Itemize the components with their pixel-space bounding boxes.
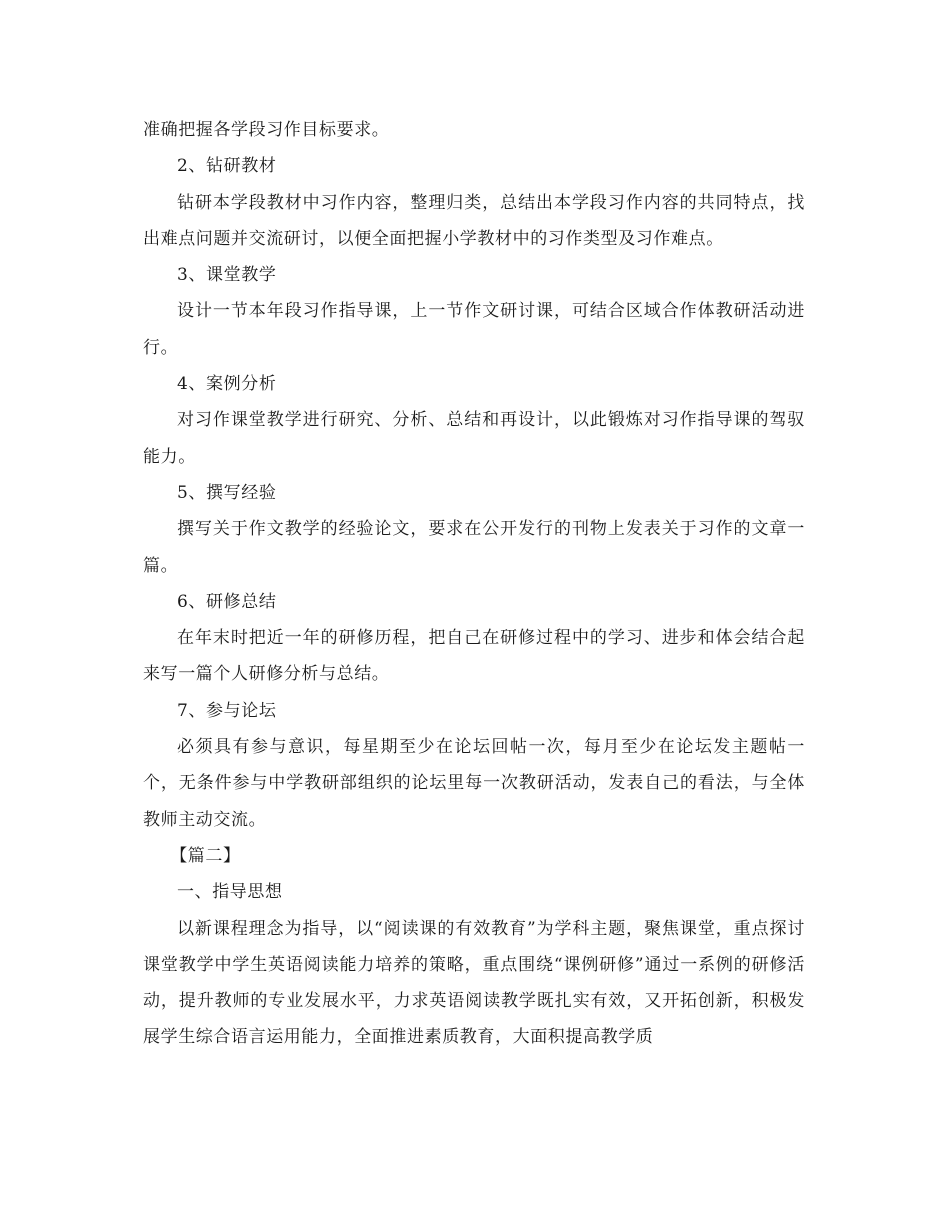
paragraph-study-textbook: 钻研本学段教材中习作内容，整理归类，总结出本学段习作内容的共同特点，找出难点问题并交流研讨，以便全面把握小学教材中的习作类型及习作难点。	[143, 192, 805, 249]
paragraph-forum-participation: 必须具有参与意识，每星期至少在论坛回帖一次，每月至少在论坛发主题帖一个，无条件参与中学教研部组织的论坛里每一次教研活动，发表自己的看法，与全体教师主动交流。	[143, 737, 805, 830]
paragraph-training-summary: 在年末时把近一年的研修历程，把自己在研修过程中的学习、进步和体会结合起来写一篇个人研修分析与总结。	[143, 628, 805, 685]
paragraph-case-analysis: 对习作课堂教学进行研究、分析、总结和再设计，以此锻炼对习作指导课的驾驭能力。	[143, 410, 805, 467]
heading-guiding-ideology: 一、指导思想	[177, 882, 283, 903]
section-title-part-two: 【篇二】	[170, 845, 241, 866]
heading-study-textbook: 2、钻研教材	[177, 156, 277, 177]
document-body	[143, 112, 805, 1056]
heading-training-summary: 6、研修总结	[177, 591, 277, 612]
heading-write-experience: 5、撰写经验	[177, 482, 277, 503]
heading-case-analysis: 4、案例分析	[177, 374, 277, 395]
paragraph-continuation: 准确把握各学段习作目标要求。	[143, 120, 390, 140]
paragraph-write-experience: 撰写关于作文教学的经验论文，要求在公开发行的刊物上发表关于习作的文章一篇。	[143, 519, 805, 576]
paragraph-classroom-teaching: 设计一节本年段习作指导课，上一节作文研讨课，可结合区域合作体教研活动进行。	[143, 301, 805, 358]
heading-classroom-teaching: 3、课堂教学	[177, 265, 277, 286]
paragraph-guiding-ideology: 以新课程理念为指导，以“阅读课的有效教育”为学科主题，聚焦课堂，重点探讨课堂教学中学生英语阅读能力培养的策略，重点围绕“课例研修”通过一系例的研修活动，提升教师的专业发展水平，力求英语阅读教学既扎实有效，又开拓创新，积极发展学生综合语言运用能力，全面推进素质教育，大面积提高教学质	[143, 918, 805, 1048]
heading-forum-participation: 7、参与论坛	[177, 700, 277, 721]
